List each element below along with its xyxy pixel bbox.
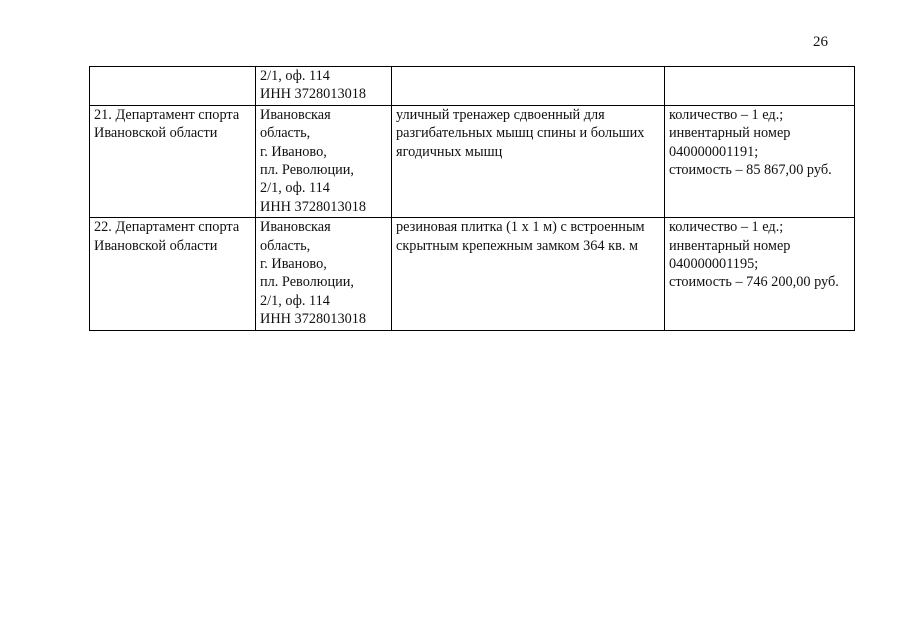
- cell-line: пл. Революции,: [260, 162, 354, 179]
- page-number: 26: [813, 34, 828, 50]
- address-cell: [256, 105, 392, 217]
- cell-line: количество – 1 ед.;: [669, 219, 784, 236]
- cell-line: область,: [260, 125, 311, 142]
- cell-line: резиновая плитка (1 х 1 м) с встроенным: [396, 219, 645, 236]
- item-description-cell: [392, 218, 665, 330]
- cell-line: Ивановской области: [94, 125, 218, 142]
- cell-line: 2/1, оф. 114: [260, 180, 330, 197]
- address-cell: [256, 67, 392, 106]
- cell-line: уличный тренажер сдвоенный для: [396, 106, 605, 123]
- item-details-cell: [665, 67, 855, 106]
- cell-line: разгибательных мышц спины и больших: [396, 125, 645, 142]
- cell-line: инвентарный номер: [669, 237, 791, 254]
- cell-line: 2/1, оф. 114: [260, 292, 330, 309]
- cell-line: стоимость – 746 200,00 руб.: [669, 274, 839, 291]
- cell-line: ИНН 3728013018: [260, 86, 367, 103]
- item-details-cell: [665, 105, 855, 217]
- cell-line: 040000001191;: [669, 143, 759, 160]
- cell-line: стоимость – 85 867,00 руб.: [669, 162, 832, 179]
- cell-line: ИНН 3728013018: [260, 198, 367, 215]
- cell-line: количество – 1 ед.;: [669, 106, 784, 123]
- organization-cell: [90, 218, 256, 330]
- address-cell: [256, 218, 392, 330]
- cell-line: 21. Департамент спорта: [94, 106, 240, 123]
- item-details-cell: [665, 218, 855, 330]
- cell-line: ИНН 3728013018: [260, 311, 367, 328]
- cell-line: Ивановской области: [94, 237, 218, 254]
- cell-line: инвентарный номер: [669, 125, 791, 142]
- cell-line: ягодичных мышц: [396, 143, 503, 160]
- cell-line: пл. Революции,: [260, 274, 354, 291]
- item-description-cell: [392, 105, 665, 217]
- table-row: [90, 67, 855, 106]
- cell-line: 2/1, оф. 114: [260, 68, 330, 84]
- organization-cell: [90, 105, 256, 217]
- table-row: [90, 105, 855, 217]
- cell-line: г. Иваново,: [260, 143, 327, 160]
- cell-line: 040000001195;: [669, 256, 759, 273]
- cell-line: Ивановская: [260, 219, 331, 236]
- cell-line: область,: [260, 237, 311, 254]
- cell-line: г. Иваново,: [260, 256, 327, 273]
- organization-cell: [90, 67, 256, 106]
- cell-line: Ивановская: [260, 106, 331, 123]
- item-description-cell: [392, 67, 665, 106]
- table-row: [90, 218, 855, 330]
- cell-line: скрытным крепежным замком 364 кв. м: [396, 237, 639, 254]
- cell-line: 22. Департамент спорта: [94, 219, 240, 236]
- property-table: [89, 66, 855, 331]
